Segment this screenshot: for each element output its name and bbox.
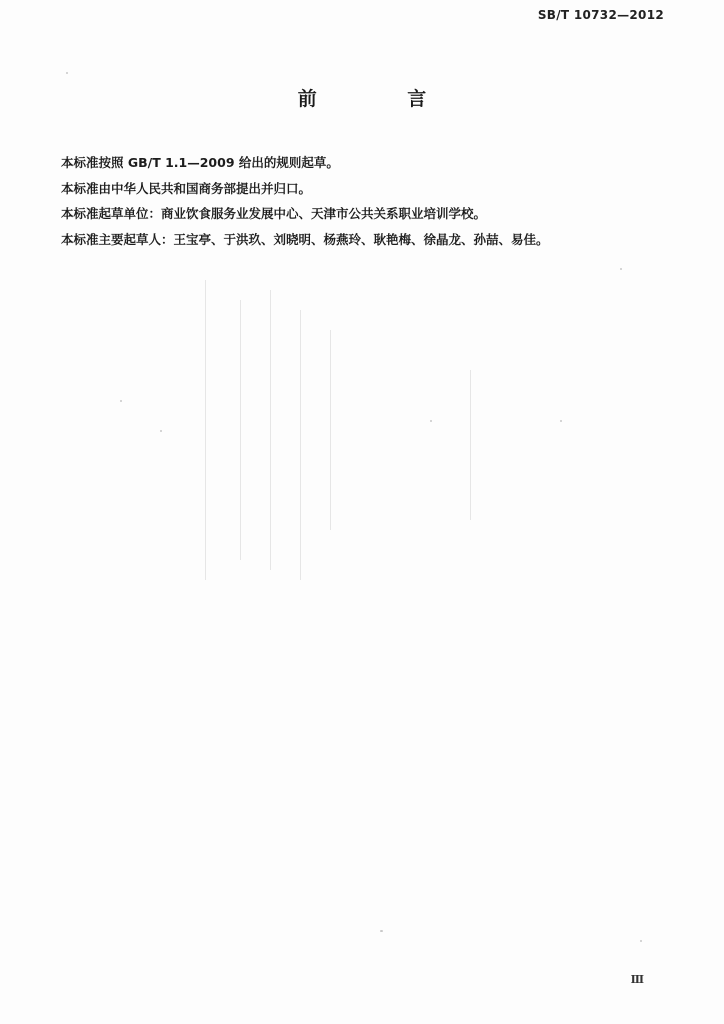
foreword-body — [61, 150, 661, 252]
paragraph-drafting-rules: 本标准按照 GB/T 1.1—2009 给出的规则起草。 — [61, 155, 339, 170]
page-number: Ⅲ — [630, 973, 644, 986]
paragraph-drafting-units: 本标准起草单位：商业饮食服务业发展中心、天津市公共关系职业培训学校。 — [61, 206, 487, 221]
paragraph-drafters: 本标准主要起草人：王宝亭、于洪玖、刘晓明、杨燕玲、耿艳梅、徐晶龙、孙喆、易佳。 — [61, 231, 549, 247]
foreword-title: 前 言 — [297, 88, 469, 110]
paragraph-proposer: 本标准由中华人民共和国商务部提出并归口。 — [61, 180, 312, 196]
standard-code: SB/T 10732—2012 — [537, 8, 664, 22]
